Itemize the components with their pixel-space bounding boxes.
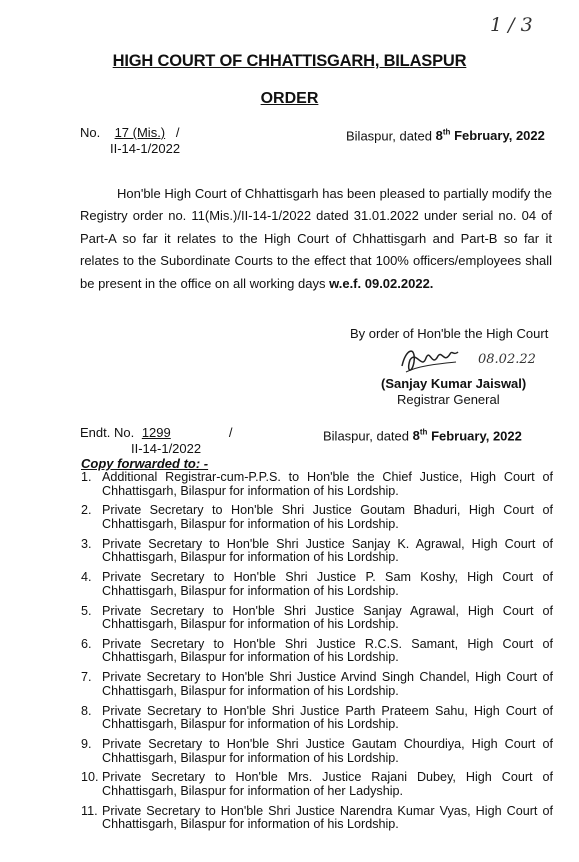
recipient-number: 9.	[81, 737, 92, 751]
recipient-item	[81, 738, 553, 765]
recipient-text: Private Secretary to Hon'ble Shri Justice Gautam Chourdiya, High Court of Chhattisgarh, Bilaspur for information of his Lordship.	[102, 737, 553, 765]
recipient-text: Private Secretary to Hon'ble Mrs. Justice Rajani Dubey, High Court of Chhattisgarh, Bilaspur for information of her Ladyship.	[102, 770, 553, 798]
order-no-prefix: No.	[80, 125, 101, 140]
by-order-line: By order of Hon'ble the High Court	[350, 326, 549, 341]
endt-day-suffix: th	[419, 428, 428, 437]
recipient-item	[81, 671, 553, 698]
signatory-title: Registrar General	[397, 392, 500, 407]
recipient-number: 2.	[81, 503, 92, 518]
recipient-text: Private Secretary to Hon'ble Shri Justice P. Sam Koshy, High Court of Chhattisgarh, Bilaspur for information of his Lordship.	[102, 570, 553, 598]
recipient-number: 11.	[81, 803, 98, 818]
recipient-number: 8.	[81, 703, 92, 718]
signature-date: 08.02.22	[478, 352, 536, 367]
recipient-item	[81, 638, 553, 665]
order-date	[346, 125, 545, 144]
recipient-item	[81, 805, 553, 832]
order-number	[80, 125, 179, 141]
recipient-text: Private Secretary to Hon'ble Shri Justice Parth Prateem Sahu, High Court of Chhattisgarh, Bilaspur for information of his Lordship.	[102, 703, 553, 732]
page-number: 1 / 3	[490, 14, 533, 36]
recipient-item	[81, 538, 553, 565]
endt-no-value: 1299	[141, 425, 171, 440]
order-day: 8	[435, 128, 443, 144]
order-month-year: February, 2022	[454, 128, 545, 144]
order-title: ORDER	[260, 90, 319, 107]
order-body-text: Hon'ble High Court of Chhattisgarh has been pleased to partially modify the Registry order no. 11(Mis.)/II-14-1/2022 dated 31.01.2022 under serial no. 04 of Part-A so far it relates to the High Court of Chhattisgarh and Part-B so far it relates to the Subordinate Courts to the effect that 100% officers/employees shall be present in the office on all working days	[80, 186, 552, 291]
recipient-text: Private Secretary to Hon'ble Shri Justice Goutam Bhaduri, High Court of Chhattisgarh, Bilaspur for information of his Lordship.	[102, 503, 553, 531]
order-file-number: II-14-1/2022	[110, 141, 181, 156]
endt-day: 8	[412, 428, 420, 444]
order-no-value: 17 (Mis.)	[114, 125, 166, 140]
recipient-number: 3.	[81, 536, 92, 551]
recipient-number: 6.	[81, 636, 92, 651]
recipient-item	[81, 705, 553, 732]
recipient-number: 1.	[81, 470, 92, 484]
recipient-item	[81, 471, 553, 498]
recipient-text: Private Secretary to Hon'ble Shri Justice R.C.S. Samant, High Court of Chhattisgarh, Bilaspur for information of his Lordship.	[102, 636, 553, 665]
recipient-text: Private Secretary to Hon'ble Shri Justice Narendra Kumar Vyas, High Court of Chhattisgarh, Bilaspur for information of his Lordship.	[102, 803, 553, 832]
court-name-heading: HIGH COURT OF CHHATTISGARH, BILASPUR	[112, 52, 467, 70]
recipient-item	[81, 504, 553, 531]
endt-number	[80, 425, 232, 441]
order-day-suffix: th	[442, 128, 451, 137]
recipient-text: Private Secretary to Hon'ble Shri Justice Sanjay K. Agrawal, High Court of Chhattisgarh, Bilaspur for information of his Lordship.	[102, 536, 553, 565]
recipient-number: 7.	[81, 670, 92, 685]
recipient-text: Private Secretary to Hon'ble Shri Justice Arvind Singh Chandel, High Court of Chhattisgarh, Bilaspur for information of his Lordship.	[102, 670, 553, 698]
recipient-number: 5.	[81, 603, 92, 618]
order-place-date: Bilaspur, dated	[346, 128, 433, 144]
recipient-number: 4.	[81, 570, 92, 585]
recipient-text: Additional Registrar-cum-P.P.S. to Hon'ble the Chief Justice, High Court of Chhattisgarh, Bilaspur for information of his Lordship.	[102, 470, 553, 498]
endt-file-number: II-14-1/2022	[131, 441, 202, 456]
order-body	[80, 183, 552, 295]
recipient-item	[81, 771, 553, 798]
endt-date	[323, 425, 522, 444]
endt-no-slash: /	[228, 425, 233, 440]
recipient-number: 10.	[81, 770, 99, 785]
order-no-slash: /	[175, 125, 180, 140]
endt-place-date: Bilaspur, dated	[323, 428, 410, 444]
endt-no-prefix: Endt. No.	[80, 425, 135, 440]
recipient-item	[81, 571, 553, 598]
recipient-item	[81, 605, 553, 632]
endt-month-year: February, 2022	[431, 428, 522, 444]
order-body-effective-date: w.e.f. 09.02.2022.	[329, 275, 434, 291]
copy-forwarded-heading: Copy forwarded to: -	[81, 456, 209, 471]
signatory-name: (Sanjay Kumar Jaiswal)	[381, 376, 527, 391]
recipient-text: Private Secretary to Hon'ble Shri Justice Sanjay Agrawal, High Court of Chhattisgarh, Bilaspur for information of his Lordship.	[102, 603, 553, 632]
recipient-list	[81, 471, 553, 838]
